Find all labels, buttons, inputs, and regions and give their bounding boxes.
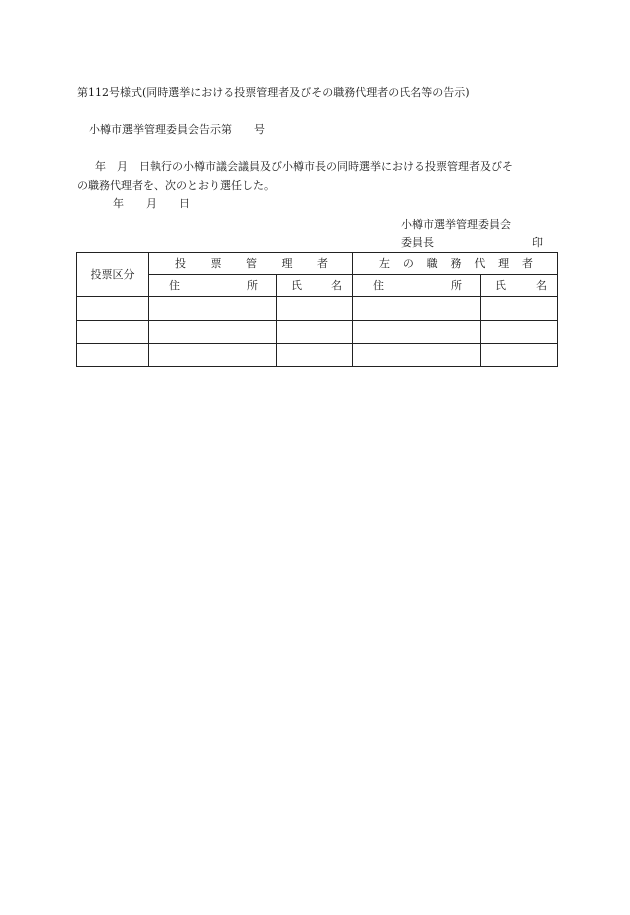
issuer-organization: 小樽市選挙管理委員会 [401,218,511,231]
body-text-line-1: 年 月 日執行の小樽市議会議員及び小樽市長の同時選挙における投票管理者及びそ [95,160,513,173]
seal-mark: 印 [532,236,543,249]
manager-header-char: 管 [246,256,257,270]
table-cell [149,343,277,366]
address-label-char: 住 [169,278,180,292]
address-label-char: 住 [373,278,384,292]
table-cell [77,320,149,343]
table-cell [77,343,149,366]
notice-number: 小樽市選挙管理委員会告示第 号 [89,123,265,136]
manager-header-char: 投 [175,256,186,270]
deputy-header-char: 職 [426,256,438,270]
manager-header-char: 理 [281,256,293,270]
table-cell [481,343,558,366]
deputy-header-char: の [402,256,414,270]
district-header: 投票区分 [77,253,149,297]
table-cell [481,297,558,320]
table-row [77,297,558,320]
manager-header-char: 票 [210,256,222,270]
deputy-header-char: 者 [521,256,533,270]
manager-name-header [277,275,353,297]
table-cell [149,320,277,343]
address-label-char: 所 [451,278,462,292]
table-row [77,343,558,366]
deputy-header-char: 代 [474,256,486,270]
date-line: 年 月 日 [113,197,190,210]
table-cell [77,297,149,320]
table-cell [149,297,277,320]
table-cell [481,320,558,343]
table-row [77,320,558,343]
table-cell [277,343,353,366]
name-label-char: 氏 [291,278,302,292]
table-cell [353,320,481,343]
form-title: 第112号様式(同時選挙における投票管理者及びその職務代理者の氏名等の告示) [77,86,470,99]
name-label-char: 名 [536,278,547,292]
deputy-address-header [353,275,481,297]
name-label-char: 氏 [495,278,506,292]
address-label-char: 所 [247,278,258,292]
body-text-line-2: の職務代理者を、次のとおり選任した。 [77,179,275,192]
table-cell [353,343,481,366]
deputy-header-char: 理 [498,256,510,270]
name-label-char: 名 [331,278,342,292]
deputy-header-char: 左 [379,256,390,270]
table-cell [277,320,353,343]
manager-header-char: 者 [317,256,328,270]
table-cell [277,297,353,320]
manager-address-header [149,275,277,297]
deputy-header [353,253,558,275]
manager-header [149,253,353,275]
deputy-header-char: 務 [450,256,462,270]
table-cell [353,297,481,320]
appointment-table [76,252,558,367]
issuer-chair: 委員長 [401,236,434,249]
deputy-name-header [481,275,558,297]
